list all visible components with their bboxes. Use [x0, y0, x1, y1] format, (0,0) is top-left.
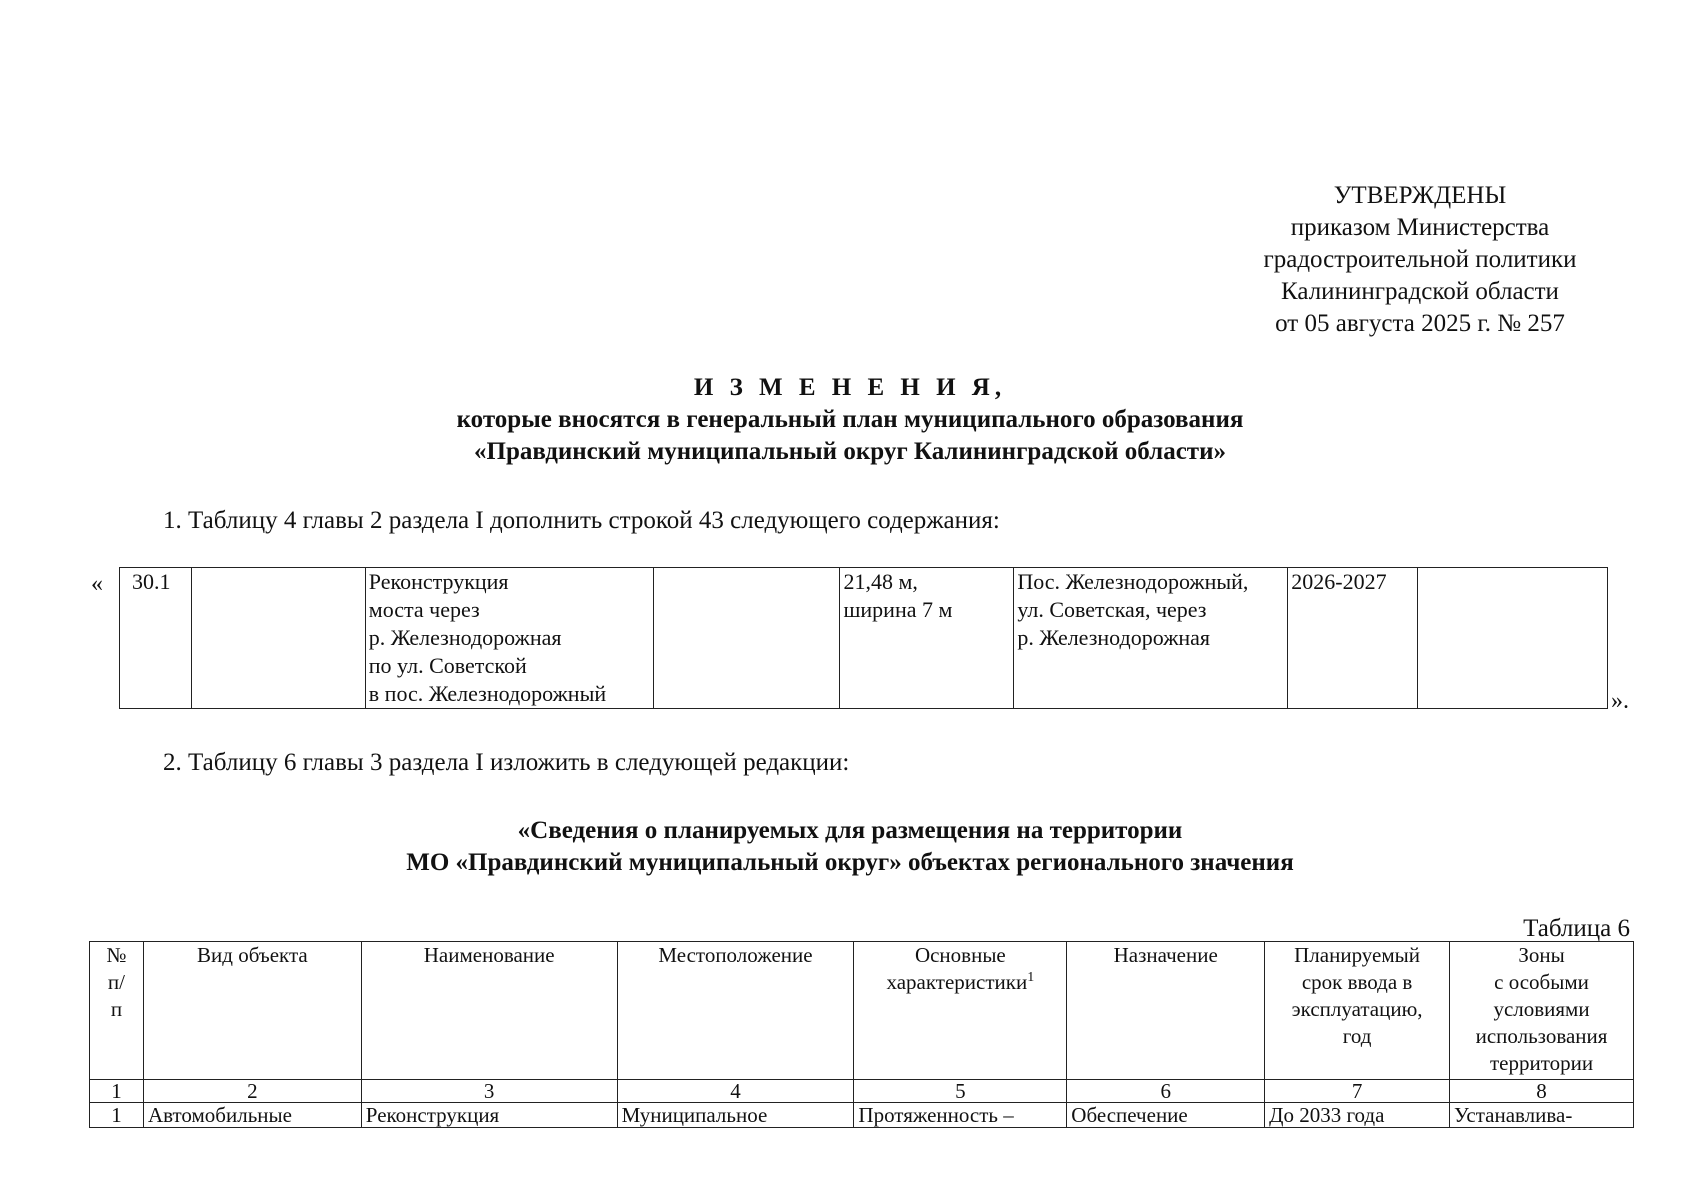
- column-number: 4: [617, 1080, 854, 1103]
- table-6-title: [300, 815, 1400, 879]
- approval-line: градостроительной политики: [1263, 246, 1577, 273]
- table-cell: [191, 568, 365, 709]
- column-number: 7: [1265, 1080, 1450, 1103]
- title-line: «Правдинский муниципальный округ Калининградской области»: [474, 438, 1226, 465]
- table-6-title-line: «Сведения о планируемых для размещения на территории: [517, 817, 1183, 844]
- table-cell: Муниципальное: [617, 1103, 854, 1128]
- column-number-row: [90, 1080, 1634, 1103]
- table-row: [120, 568, 1608, 709]
- column-number: 6: [1067, 1080, 1265, 1103]
- title-line: которые вносятся в генеральный план муниципального образования: [456, 406, 1244, 433]
- table-cell: Обеспечение: [1067, 1103, 1265, 1128]
- table-cell: Реконструкция моста через р. Железнодорожная по ул. Советской в пос. Железнодорожный: [365, 568, 653, 709]
- table-cell: Устанавлива-: [1450, 1103, 1634, 1128]
- column-number: 3: [361, 1080, 617, 1103]
- close-quote: ».: [1611, 688, 1629, 714]
- table-cell: Протяженность –: [854, 1103, 1067, 1128]
- table-4-row: [119, 567, 1608, 709]
- table-cell: [653, 568, 840, 709]
- approval-line: от 05 августа 2025 г. № 257: [1275, 310, 1565, 337]
- column-header: Назначение: [1067, 942, 1265, 1080]
- table-cell: 1: [90, 1103, 144, 1128]
- table-6-title-line: МО «Правдинский муниципальный округ» объектах регионального значения: [406, 849, 1294, 876]
- table-cell: Реконструкция: [361, 1103, 617, 1128]
- table-row: [90, 1103, 1634, 1128]
- table-cell: Пос. Железнодорожный, ул. Советская, через р. Железнодорожная: [1014, 568, 1288, 709]
- paragraph-2: 2. Таблицу 6 главы 3 раздела I изложить в следующей редакции:: [163, 749, 850, 776]
- approval-line: Калининградской области: [1281, 278, 1559, 305]
- table-cell: Автомобильные: [143, 1103, 361, 1128]
- table-cell: [1418, 568, 1608, 709]
- column-header: Наименование: [361, 942, 617, 1080]
- approval-line: УТВЕРЖДЕНЫ: [1333, 182, 1507, 209]
- table-cell: 2026-2027: [1288, 568, 1418, 709]
- table-6-label: Таблица 6: [1523, 915, 1630, 942]
- open-quote: «: [91, 571, 103, 597]
- table-cell: 21,48 м, ширина 7 м: [840, 568, 1014, 709]
- approval-line: приказом Министерства: [1290, 214, 1550, 241]
- column-number: 5: [854, 1080, 1067, 1103]
- column-number: 1: [90, 1080, 144, 1103]
- title-heading: И З М Е Н Е Н И Я,: [693, 374, 1007, 401]
- column-header: Местоположение: [617, 942, 854, 1080]
- column-header: Вид объекта: [143, 942, 361, 1080]
- column-header: Зоны с особыми условиями использования территории: [1450, 942, 1634, 1080]
- column-number: 8: [1450, 1080, 1634, 1103]
- paragraph-1: 1. Таблицу 4 главы 2 раздела I дополнить строкой 43 следующего содержания:: [163, 507, 1000, 534]
- table-cell: 30.1: [120, 568, 192, 709]
- column-header: Основные характеристики$^1$: [854, 942, 1067, 1080]
- table-header-row: [90, 942, 1634, 1080]
- table-6: [89, 941, 1634, 1128]
- table-cell: До 2033 года: [1265, 1103, 1450, 1128]
- footnote-mark: 1: [1027, 970, 1035, 985]
- column-header: № п/ п: [90, 942, 144, 1080]
- column-number: 2: [143, 1080, 361, 1103]
- column-header: Планируемый срок ввода в эксплуатацию, год: [1265, 942, 1450, 1080]
- approval-stamp: [1220, 180, 1620, 340]
- document-title: [300, 372, 1400, 468]
